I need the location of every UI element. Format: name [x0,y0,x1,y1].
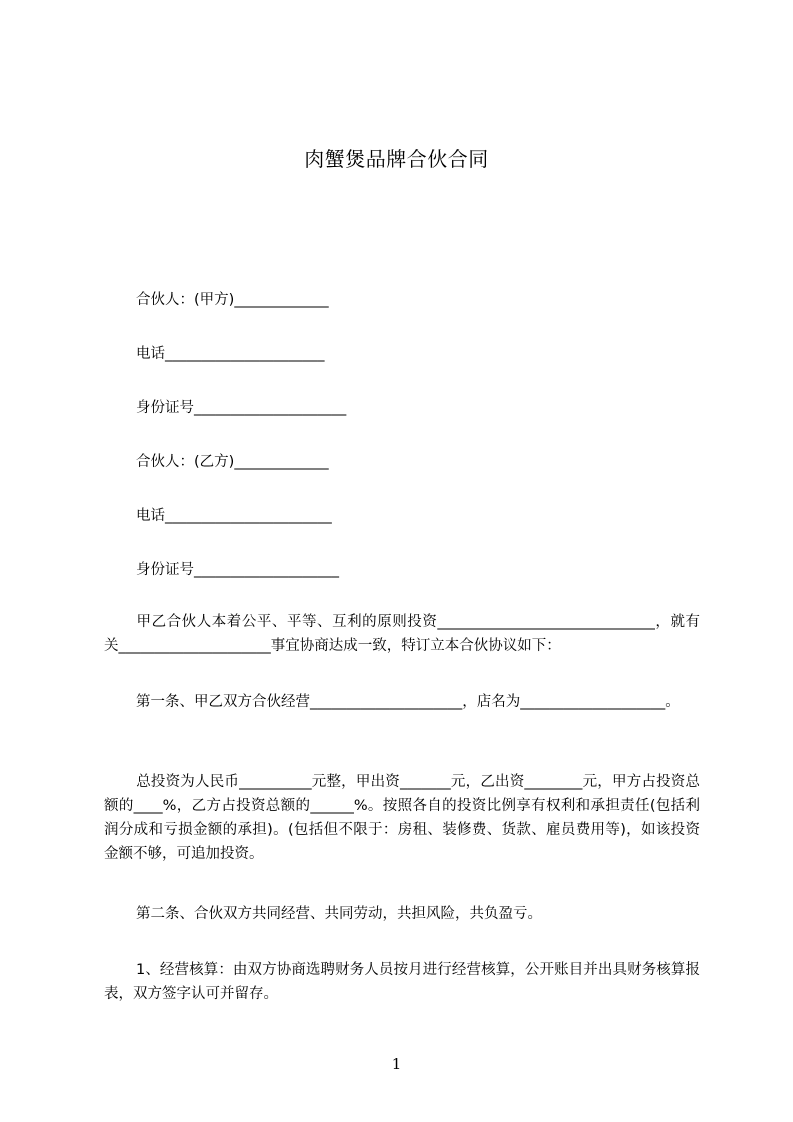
investment-text: 总投资为人民币__________元整，甲出资_______元，乙出资________元，甲方占投资总额的____%，乙方占投资总额的______%。按照各自的投资比例享有权利和承担责任(包括利润分成和亏损金额的承担)。(包括但不限于：房租、装修费、货款、雇员费用等)，如该投资金额不够，可追加投资。 [104,774,700,862]
party-a-id-field: 身份证号_____________________ [136,400,347,416]
party-b-phone-field: 电话_______________________ [136,508,332,524]
document-title: 肉蟹煲品牌合伙合同 [304,147,489,171]
accounting-paragraph [104,958,700,1006]
party-b-field: 合伙人：(乙方)_____________ [136,454,329,470]
preamble-text: 甲乙合伙人本着公平、平等、互利的原则投资______________________________，就有关_____________________事宜协商达成一致，特订立本合伙协议如下： [104,614,700,654]
investment-paragraph [104,770,700,866]
page-number: 1 [391,1055,402,1073]
article-1-text: 第一条、甲乙双方合伙经营_____________________，店名为____________________。 [136,694,680,710]
accounting-text: 1、经营核算：由双方协商选聘财务人员按月进行经营核算，公开账目并出具财务核算报表，双方签字认可并留存。 [104,962,700,1002]
article-2-text: 第二条、合伙双方共同经营、共同劳动，共担风险，共负盈亏。 [136,906,542,922]
party-a-field: 合伙人：(甲方)_____________ [136,292,329,308]
party-a-phone-field: 电话______________________ [136,346,325,362]
party-b-id-field: 身份证号____________________ [136,562,339,578]
article-1-paragraph [104,690,700,714]
preamble-paragraph [104,610,700,658]
article-2-paragraph [104,902,700,926]
